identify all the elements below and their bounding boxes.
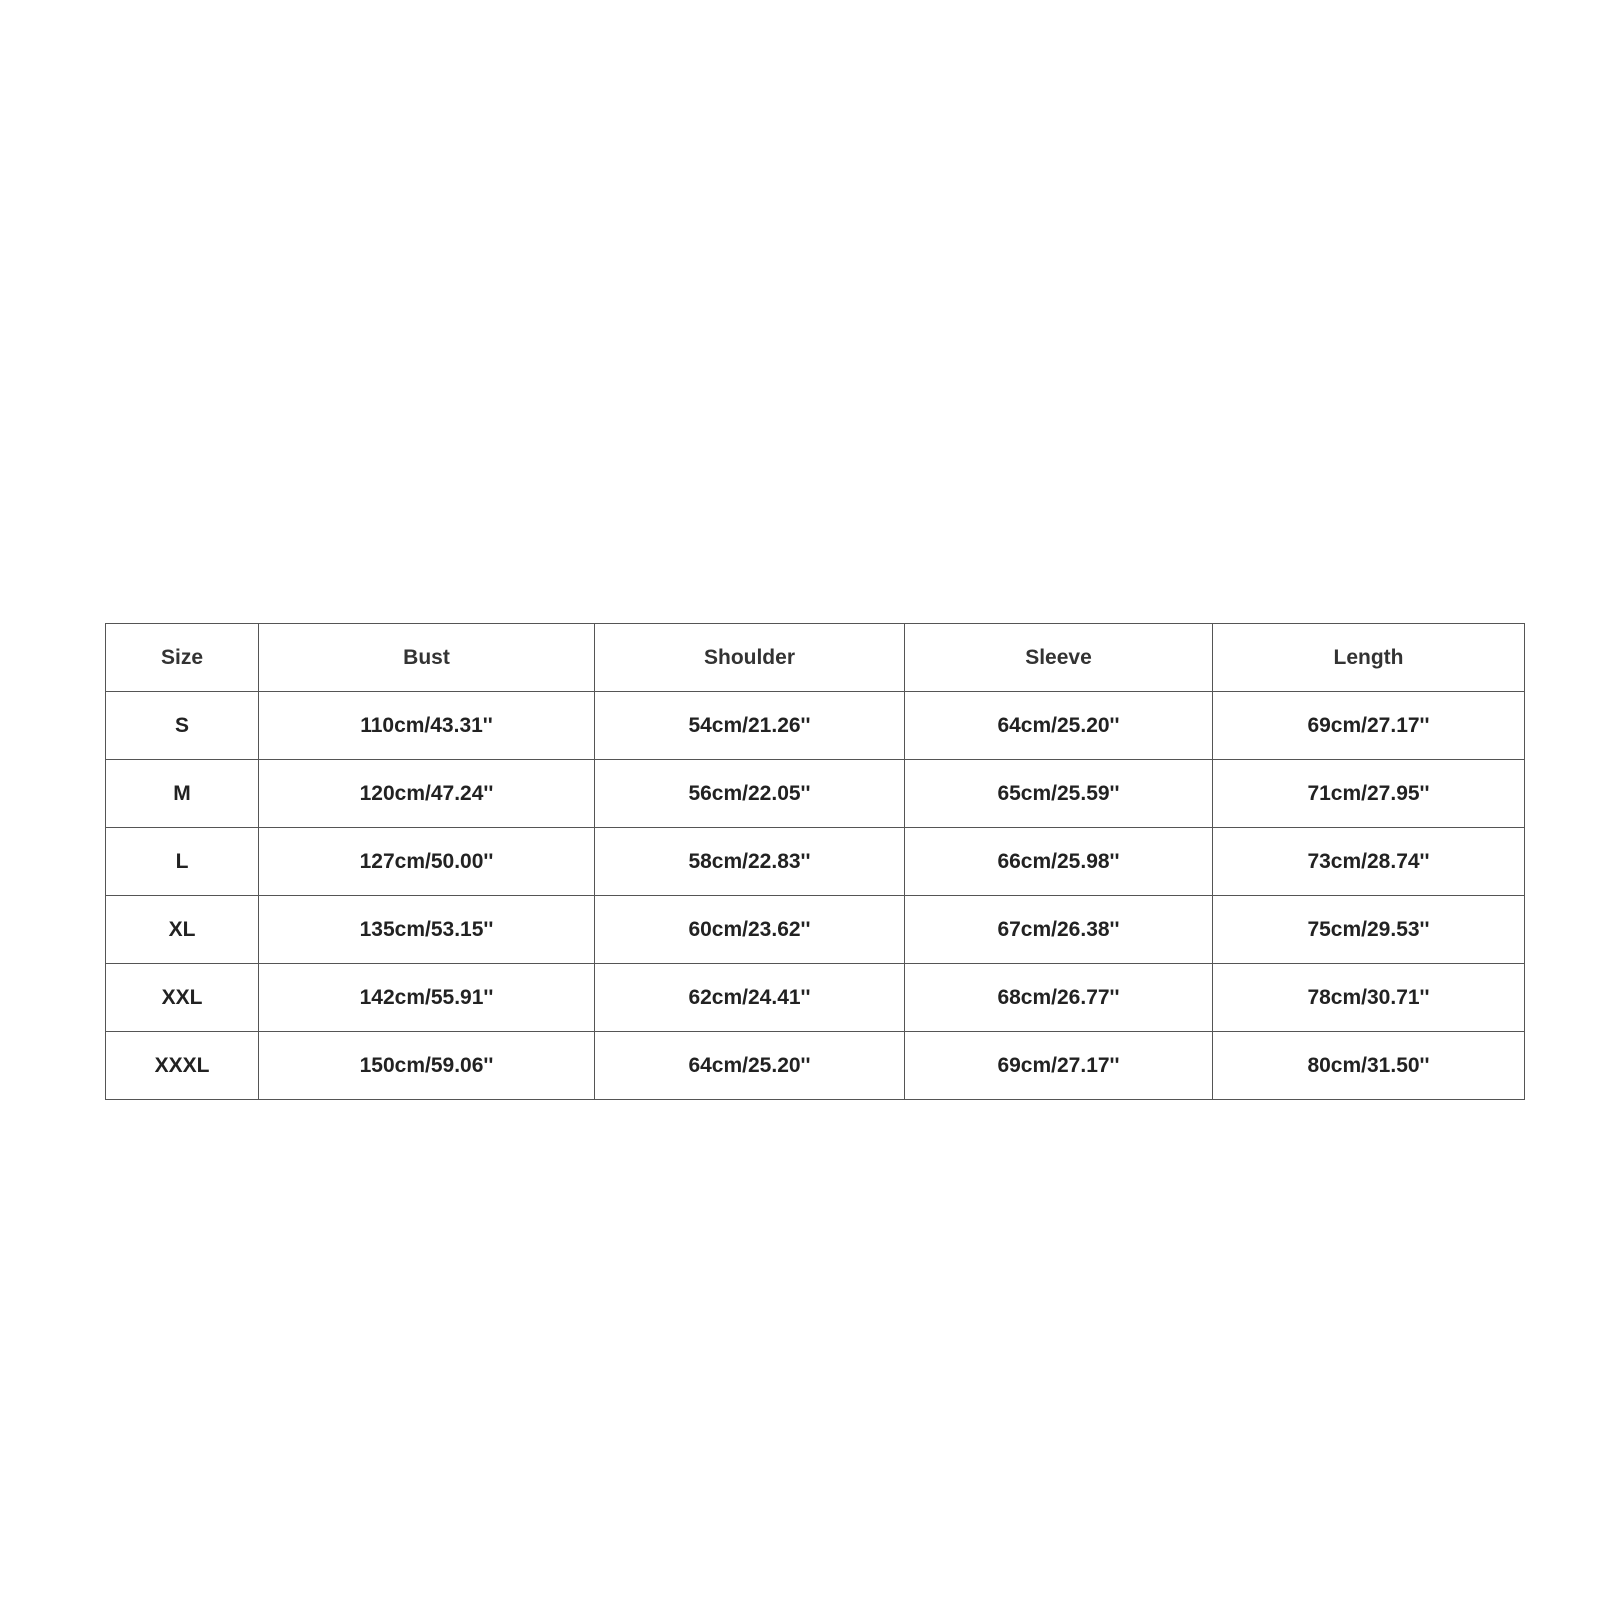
cell-bust: 135cm/53.15'' bbox=[259, 896, 595, 964]
cell-sleeve: 68cm/26.77'' bbox=[905, 964, 1213, 1032]
cell-length: 73cm/28.74'' bbox=[1213, 828, 1525, 896]
cell-sleeve: 65cm/25.59'' bbox=[905, 760, 1213, 828]
cell-length: 75cm/29.53'' bbox=[1213, 896, 1525, 964]
cell-length: 71cm/27.95'' bbox=[1213, 760, 1525, 828]
cell-size: XL bbox=[106, 896, 259, 964]
cell-size: S bbox=[106, 692, 259, 760]
cell-size: M bbox=[106, 760, 259, 828]
header-bust: Bust bbox=[259, 624, 595, 692]
cell-size: XXL bbox=[106, 964, 259, 1032]
cell-shoulder: 62cm/24.41'' bbox=[595, 964, 905, 1032]
cell-shoulder: 60cm/23.62'' bbox=[595, 896, 905, 964]
cell-length: 78cm/30.71'' bbox=[1213, 964, 1525, 1032]
cell-sleeve: 64cm/25.20'' bbox=[905, 692, 1213, 760]
cell-length: 80cm/31.50'' bbox=[1213, 1032, 1525, 1100]
cell-bust: 142cm/55.91'' bbox=[259, 964, 595, 1032]
table-row bbox=[106, 896, 1525, 964]
cell-bust: 110cm/43.31'' bbox=[259, 692, 595, 760]
cell-shoulder: 58cm/22.83'' bbox=[595, 828, 905, 896]
cell-length: 69cm/27.17'' bbox=[1213, 692, 1525, 760]
cell-size: XXXL bbox=[106, 1032, 259, 1100]
cell-bust: 120cm/47.24'' bbox=[259, 760, 595, 828]
cell-bust: 150cm/59.06'' bbox=[259, 1032, 595, 1100]
cell-bust: 127cm/50.00'' bbox=[259, 828, 595, 896]
cell-sleeve: 69cm/27.17'' bbox=[905, 1032, 1213, 1100]
table-row bbox=[106, 692, 1525, 760]
header-size: Size bbox=[106, 624, 259, 692]
table-row bbox=[106, 760, 1525, 828]
header-sleeve: Sleeve bbox=[905, 624, 1213, 692]
size-chart-table bbox=[105, 623, 1525, 1100]
cell-shoulder: 54cm/21.26'' bbox=[595, 692, 905, 760]
cell-sleeve: 67cm/26.38'' bbox=[905, 896, 1213, 964]
table-row bbox=[106, 828, 1525, 896]
cell-shoulder: 64cm/25.20'' bbox=[595, 1032, 905, 1100]
header-length: Length bbox=[1213, 624, 1525, 692]
table-row bbox=[106, 964, 1525, 1032]
cell-size: L bbox=[106, 828, 259, 896]
header-shoulder: Shoulder bbox=[595, 624, 905, 692]
table-row bbox=[106, 1032, 1525, 1100]
header-row bbox=[106, 624, 1525, 692]
cell-shoulder: 56cm/22.05'' bbox=[595, 760, 905, 828]
cell-sleeve: 66cm/25.98'' bbox=[905, 828, 1213, 896]
